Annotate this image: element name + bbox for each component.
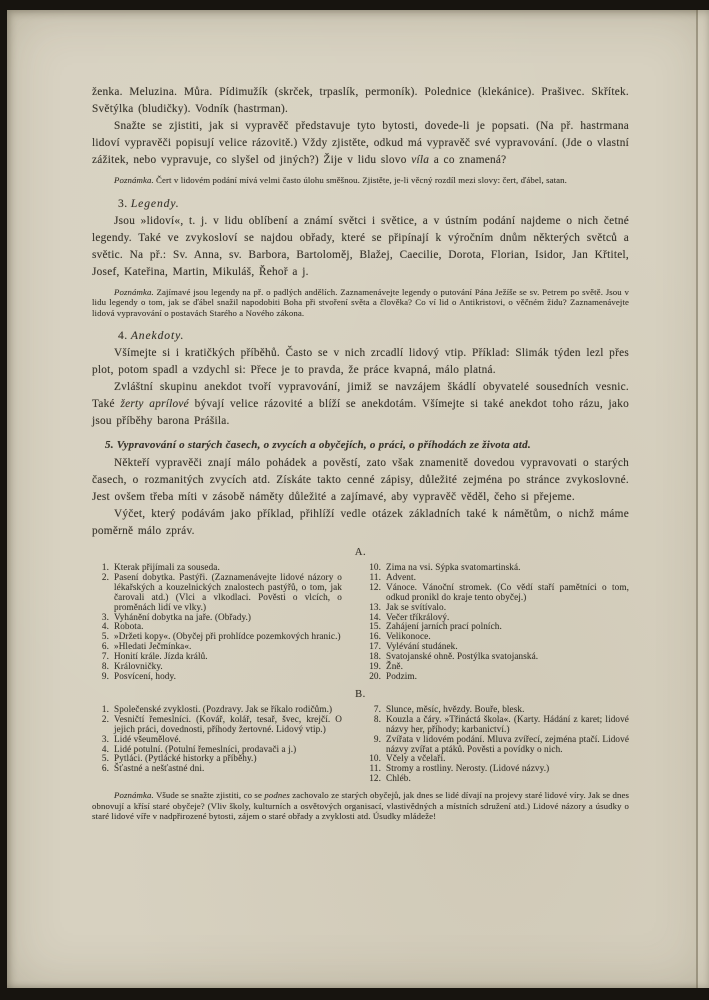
list-item-text: Chléb. [386, 773, 411, 784]
list-item-number: 14. [369, 611, 381, 622]
list-item-text: Vyhánění dobytka na jaře. (Obřady.) [114, 611, 252, 622]
paragraph-text: bývají velice rázovité a blíží se anekdotám. Všímejte si také anekdot toho rázu, jako jsou příběhy barona Prášila. [92, 398, 629, 427]
note-text: Zajímavé jsou legendy na př. o padlých andělích. Zaznamenávejte legendy o putování Pána Ježíše se sv. Petrem po světě. Jsou v lidu legendy o tom, jak se ďábel snažil napodobiti Boha při stvoření světa a člověka? Co ví lid o Antikristovi, o věčném židu? Zaznamenávejte lidová vypravování o postavách Starého a Nového zákona. [92, 286, 629, 318]
list-item-text: Posvícení, hody. [114, 670, 176, 681]
list-item-text: Zahájení jarních prací polních. [386, 621, 502, 632]
page-content [92, 10, 629, 822]
list-item-number: 11. [369, 763, 381, 774]
list-item-number: 1. [101, 562, 109, 572]
list-item-text: Slunce, měsíc, hvězdy. Bouře, blesk. [386, 703, 525, 714]
list-item-number: 9. [101, 670, 109, 681]
list-item-number: 20. [369, 670, 381, 681]
scanned-page-paper [7, 10, 709, 988]
list-item-text: Žně. [386, 661, 403, 672]
list-item-number: 7. [373, 703, 381, 714]
list-item-number: 19. [369, 661, 381, 672]
paragraph-text: Snažte se zjistiti, jak si vypravěč představuje tyto bytosti, dovede-li je popsati. (Na př. hastrmana lidoví vypravěči popisují velice rázovitě.) Vždy zjistěte, odkud má vypravěč své vypravování. (Jde o vlastní zážitek, nebo vypravuje, co slyšel od jiných?) Žije v lidu slovo [92, 120, 629, 166]
list-a-column-2 [364, 563, 629, 682]
list-item-number: 4. [101, 743, 109, 754]
list-item-text: Zima na vsi. Sýpka svatomartinská. [386, 562, 521, 572]
list-a-column-1 [92, 563, 342, 682]
section-heading-anekdoty [92, 328, 629, 343]
list-item-number: 12. [369, 581, 381, 592]
list-item [364, 774, 629, 784]
list-item-text: Včely a včelaři. [386, 753, 446, 764]
list-item [364, 672, 629, 682]
note-text: zachovalo ze starých obyčejů, jak dnes se lidé dívají na projevy staré lidové víry. Jak se dnes obnovují a křísí staré obyčeje? (Vliv školy, kulturních a osvětových organisací, vlastivědných a místních sdružení atd.) Lidové názory a úsudky o staré lidové víře v nadpřirozené bytosti, zájem o staré obřady a zvyklosti atd. Úsudky mládeže! [92, 790, 629, 822]
list-item-number: 15. [369, 621, 381, 632]
list-item-text: Robota. [114, 621, 144, 632]
list-item-number: 10. [369, 753, 381, 764]
list-item-text: Lidé potulní. (Potulní řemeslníci, prodavači a j.) [114, 743, 297, 754]
list-item-text: Kterak přijímali za souseda. [114, 562, 220, 572]
list-item-number: 18. [369, 651, 381, 662]
italic-term: víla [411, 154, 430, 166]
list-item [364, 652, 629, 662]
paragraph-vypravovani-1: Někteří vypravěči znají málo pohádek a pověstí, zato však znamenitě dovedou vypravovati o starých časech, o rozmanitých zvycích atd. Získáte takto cenné zápisy, důležité zejména po stránce zvykoslovné. Jest ovšem třeba míti v zásobě náměty důležité a zajímavé, aby vypravěč věděl, čeho si přejeme. [92, 457, 629, 503]
list-item-text: Pytláci. (Pytlácké historky a příběhy.) [114, 753, 257, 764]
note-text: Všude se snažte zjistiti, co se [153, 790, 265, 801]
list-item-number: 16. [369, 631, 381, 642]
list-item-number: 12. [369, 773, 381, 784]
note-label: Poznámka. [114, 175, 154, 185]
page-right-edge [698, 10, 709, 988]
italic-term: podnes [264, 790, 290, 801]
list-item-number: 3. [101, 733, 109, 744]
list-item-text: Vesničtí řemeslníci. (Kovář, kolář, tesař, švec, krejčí. O jejich práci, dovednosti, příhody žertovné. Lidový vtip.) [114, 713, 342, 734]
section-number: 4. [118, 329, 128, 342]
section-heading-vypravovani: 5. Vypravování o starých časech, o zvycích a obyčejích, o práci, o příhodách ze života atd. [105, 439, 531, 451]
paragraph-vypravovani-2: Výčet, který podávám jako příklad, přihlíží vedle otázek základních také k námětům, o nichž máme poměrně málo zpráv. [92, 508, 629, 537]
page-edge-crease [696, 10, 698, 988]
list-item-number: 5. [101, 631, 109, 642]
list-item-number: 17. [369, 641, 381, 652]
paragraph-anekdoty-1: Všímejte si i kratičkých příběhů. Často se v nich zrcadlí lidový vtip. Příklad: Slimák týden lezl přes plot, potom spadl a vzdychl si: Přece je to pravda, že práce kvapná, málo platná. [92, 347, 629, 376]
list-item-text: »Držeti kopy«. (Obyčej při prohlídce pozemkových hranic.) [114, 631, 341, 642]
paragraph-text: Zvláštní skupinu anekdot tvoří vypravování, jimiž se navzájem škádlí obyvatelé sousedních vesnic. Také [92, 381, 629, 410]
list-item-text: Šťastné a nešťastné dni. [114, 763, 205, 774]
list-item [364, 583, 629, 603]
note-final [92, 790, 629, 822]
list-item-text: Jak se svítívalo. [386, 601, 447, 612]
list-item [92, 715, 342, 735]
paragraph-anekdoty-2 [92, 379, 629, 430]
note-label: Poznámka. [114, 286, 154, 297]
list-item-text: Honití krále. Jízda králů. [114, 651, 208, 662]
list-item-text: Advent. [386, 571, 417, 582]
list-b-columns [92, 705, 629, 784]
list-item-text: Vánoce. Vánoční stromek. (Co vědí staří pamětníci o tom, odkud pronikl do kraje tento obyčej.) [386, 581, 629, 602]
list-a-columns [92, 563, 629, 682]
list-item [92, 573, 342, 613]
list-item [364, 735, 629, 755]
section-number: 3. [118, 196, 128, 210]
list-b-column-1 [92, 705, 342, 784]
paragraph-intro [92, 118, 629, 169]
note-legendy [92, 287, 629, 319]
list-b-column-2 [364, 705, 629, 784]
list-item-text: Vylévání studánek. [386, 641, 458, 652]
note-label: Poznámka. [114, 790, 154, 801]
list-item-number: 2. [101, 571, 109, 582]
list-item-number: 2. [101, 713, 109, 724]
list-item-number: 13. [369, 601, 381, 612]
list-item-number: 6. [101, 641, 109, 652]
section-title: Anekdoty. [130, 329, 185, 342]
list-item-number: 9. [373, 733, 381, 744]
list-item-number: 7. [101, 651, 109, 662]
paragraph-continuation: ženka. Meluzina. Můra. Pídimužík (skrček, trpaslík, permoník). Polednice (klekánice). Prašivec. Skřítek. Světýlka (bludičky). Vodník (hastrman). [92, 86, 629, 115]
list-item-text: Svatojanské ohně. Postýlka svatojanská. [386, 651, 539, 662]
list-item-text: »Hledati Ječmínka«. [114, 641, 192, 652]
list-a-label: A. [354, 547, 367, 558]
list-item-text: Královničky. [114, 661, 163, 672]
list-item-text: Společenské zvyklosti. (Pozdravy. Jak se říkalo rodičům.) [114, 703, 333, 714]
list-item-number: 6. [101, 763, 109, 774]
list-item-text: Pasení dobytka. Pastýři. (Zaznamenávejte lidové názory o lékařských a kouzelnických znalostech pastýřů, o tom, jak čarovali atd.) (Vlci a vlkodlaci. Pověsti o vlcích, o proměnách lidí ve vlky.) [114, 571, 342, 612]
paragraph-legendy: Jsou »lidoví«, t. j. v lidu oblíbení a známí světci i světice, a v ústním podání najdeme o nich četné legendy. Také ve zvykosloví se najdou obřady, které se připínají k výročním dnům některých světců a světic. Na př.: Sv. Anna, sv. Barbora, Bartoloměj, Blažej, Caecilie, Dorota, Florian, Isidor, Jan Křtitel, Josef, Kateřina, Martin, Mikuláš, Řehoř a j. [92, 214, 629, 278]
list-item-text: Večer tříkrálový. [386, 611, 450, 622]
list-item-number: 8. [101, 661, 109, 672]
list-item-text: Lidé všeumělové. [114, 733, 181, 744]
list-item [364, 715, 629, 735]
italic-term: žerty aprílové [120, 398, 189, 410]
list-item-text: Stromy a rostliny. Nerosty. (Lidové názvy.) [386, 763, 550, 774]
list-item-number: 11. [369, 571, 381, 582]
list-item [92, 672, 342, 682]
list-item-number: 8. [373, 713, 381, 724]
list-item-number: 1. [101, 703, 109, 714]
paragraph-text: a co znamená? [429, 154, 507, 166]
list-item-text: Kouzla a čáry. »Třináctá škola«. (Karty. Hádání z karet; lidové názvy her, příhody; karbanictví.) [386, 713, 629, 734]
list-item-number: 3. [101, 611, 109, 622]
list-item-number: 10. [369, 562, 381, 572]
section-title: Legendy. [130, 196, 180, 210]
list-b-label: B. [355, 688, 366, 700]
list-item-text: Podzim. [386, 670, 418, 681]
list-item-text: Zvířata v lidovém podání. Mluva zvířecí, zejména ptačí. Lidové názvy zvířat a ptáků. Pověsti a povídky o nich. [386, 733, 629, 754]
list-item-text: Velikonoce. [386, 631, 431, 642]
note-cert [92, 175, 629, 186]
note-text: Čert v lidovém podání mívá velmi často úlohu směšnou. Zjistěte, je-li věcný rozdíl mezi slovy: čert, ďábel, satan. [153, 175, 567, 185]
section-heading-legendy [92, 196, 629, 211]
list-item [92, 764, 342, 774]
list-item-number: 4. [101, 621, 109, 632]
list-item-number: 5. [101, 753, 109, 764]
